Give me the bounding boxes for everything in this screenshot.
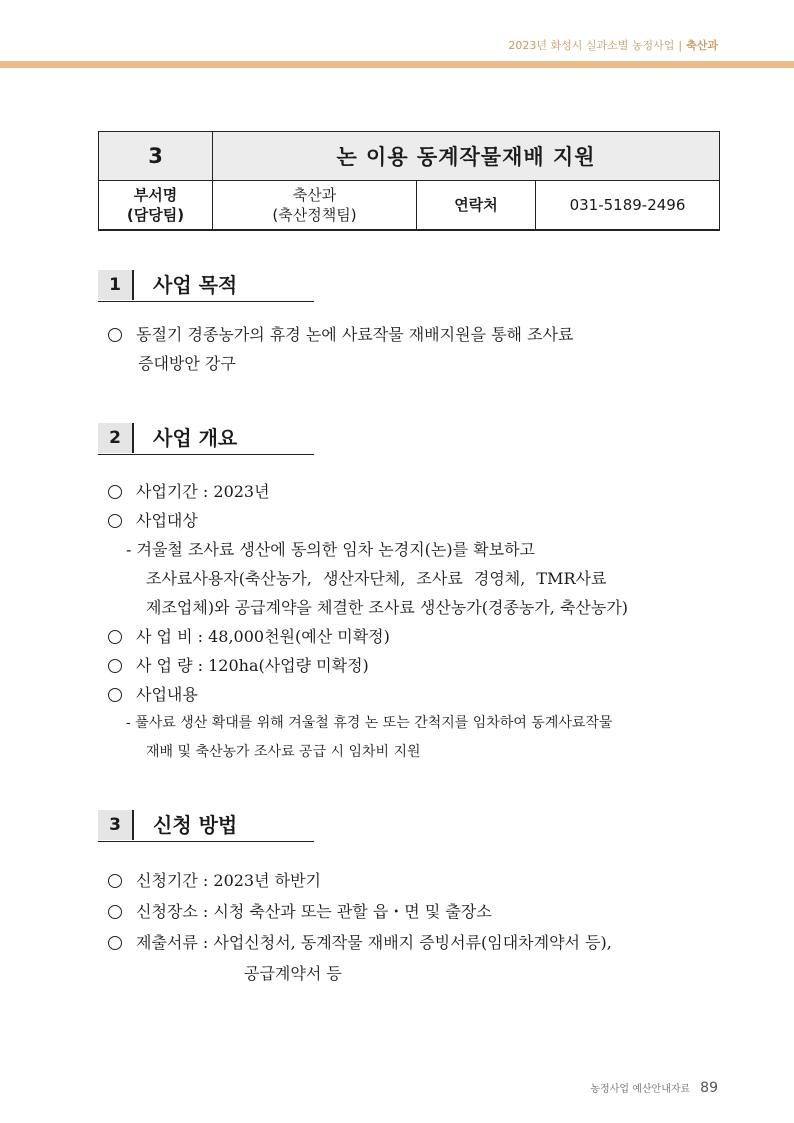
list-item (108, 477, 628, 506)
program-title: 논 이용 동계작물재배 지원 (213, 132, 720, 181)
purpose-line-1: 동절기 경종농가의 휴경 논에 사료작물 재배지원을 통해 조사료 (136, 325, 574, 344)
list-item (108, 680, 628, 709)
footer-label: 농정사업 예산안내자료 (590, 1084, 691, 1095)
dept-value-cell (213, 181, 417, 231)
circle-bullet-icon (108, 514, 122, 528)
dept-label-1: 부서명 (133, 186, 178, 204)
circle-bullet-icon (108, 630, 122, 644)
list-item (108, 896, 612, 927)
apply-place-line: 신청장소 : 시청 축산과 또는 관할 읍・면 및 출장소 (136, 902, 492, 921)
list-item (108, 927, 612, 958)
section-number-box: 2 (98, 423, 134, 453)
contact-value: 031-5189-2496 (536, 181, 720, 231)
target-label: 사업대상 (136, 511, 198, 530)
header-accent-bar (0, 61, 794, 68)
circle-bullet-icon (108, 485, 122, 499)
running-header (508, 37, 718, 53)
section-title: 사업 목적 (153, 273, 238, 297)
section-title: 신청 방법 (153, 813, 238, 837)
list-item (108, 651, 628, 680)
budget-line: 사 업 비 : 48,000천원(예산 미확정) (136, 627, 390, 646)
circle-bullet-icon (108, 905, 122, 919)
circle-bullet-icon (108, 328, 122, 342)
content-line-2: 재배 및 축산농가 조사료 공급 시 임차비 지원 (146, 744, 421, 760)
section-title: 사업 개요 (153, 426, 238, 450)
section-2-body (108, 477, 628, 767)
dept-label-2: (담당팀) (126, 206, 185, 224)
header-doc-title: 2023년 화성시 실과소별 농정사업 (508, 39, 675, 52)
program-number: 3 (99, 132, 213, 181)
apply-period-line: 신청기간 : 2023년 하반기 (136, 871, 322, 890)
circle-bullet-icon (108, 936, 122, 950)
circle-bullet-icon (108, 874, 122, 888)
list-item (108, 322, 573, 348)
contact-label: 연락처 (417, 181, 536, 231)
section-underline (98, 454, 314, 455)
list-item (108, 865, 612, 896)
section-underline (98, 301, 314, 302)
content-label: 사업내용 (136, 685, 198, 704)
dept-value-2: (축산정책팀) (272, 206, 357, 224)
docs-line-1: 제출서류 : 사업신청서, 동계작물 재배지 증빙서류(임대차계약서 등), (136, 933, 612, 952)
dept-value-1: 축산과 (292, 186, 337, 204)
list-item (108, 622, 628, 651)
section-underline (98, 841, 314, 842)
target-line-1: - 겨울철 조사료 생산에 동의한 임차 논경지(논)를 확보하고 (126, 540, 535, 559)
target-line-3: 제조업체)와 공급계약을 체결한 조사료 생산농가(경종농가, 축산농가) (146, 598, 629, 617)
section-3-body (108, 865, 612, 989)
amount-line: 사 업 량 : 120ha(사업량 미확정) (136, 656, 369, 675)
header-dept: 축산과 (686, 39, 718, 52)
content-line-1: - 풀사료 생산 확대를 위해 겨울철 휴경 논 또는 간척지를 임차하여 동계사료작물 (126, 715, 613, 731)
section-number-box: 1 (98, 270, 134, 300)
period-line: 사업기간 : 2023년 (136, 482, 270, 501)
circle-bullet-icon (108, 688, 122, 702)
target-line-2: 조사료사용자(축산농가, 생산자단체, 조사료 경영체, TMR사료 (146, 569, 607, 588)
page-footer (590, 1077, 718, 1096)
section-number-box: 3 (98, 810, 134, 840)
header-separator: | (678, 39, 683, 52)
dept-label-cell (99, 181, 213, 231)
purpose-line-2: 증대방안 강구 (138, 354, 236, 373)
docs-line-2: 공급계약서 등 (244, 964, 342, 983)
list-item (108, 506, 628, 535)
program-info-table (98, 131, 720, 231)
page-number: 89 (700, 1080, 718, 1096)
circle-bullet-icon (108, 659, 122, 673)
section-1-body (108, 322, 573, 377)
